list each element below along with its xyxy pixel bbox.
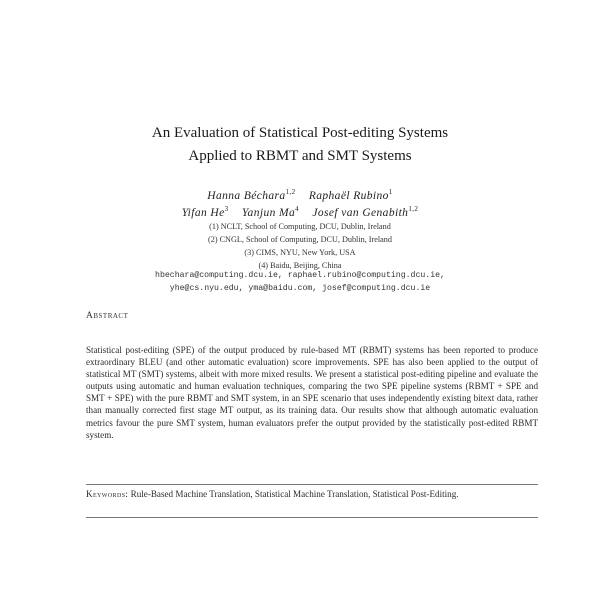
paper-title-line-2: Applied to RBMT and SMT Systems <box>188 148 412 164</box>
keywords <box>86 488 538 501</box>
email-line-1: hbechara@computing.dcu.ie, raphael.rubino@computing.dcu.ie, <box>155 271 445 280</box>
author-line-1 <box>60 188 540 202</box>
author: Yanjun Ma$^4$ <box>241 205 300 219</box>
affiliation: (1) NCLT, School of Computing, DCU, Dublin, Ireland <box>209 222 391 231</box>
affiliation: (4) Baidu, Beijing, China <box>258 261 342 270</box>
author: Yifan He$^3$ <box>181 205 229 219</box>
paper-title-line-1: An Evaluation of Statistical Post-editing Systems <box>151 125 449 141</box>
affiliation: (2) CNGL, School of Computing, DCU, Dublin, Ireland <box>208 235 392 244</box>
keywords-text: Rule-Based Machine Translation, Statistical Machine Translation, Statistical Post-Editing. <box>130 489 459 499</box>
author: Hanna Béchara$^{1,2}$ <box>207 188 296 202</box>
keywords-label: Keywords: <box>86 489 129 499</box>
author: Josef van Genabith$^{1,2}$ <box>312 205 419 219</box>
abstract-body: Statistical post-editing (SPE) of the output produced by rule-based MT (RBMT) systems has been reported to produce extraordinary BLEU (and other automatic evaluation) score improvements. SPE has also been applied to the output of statistical MT (SMT) systems, albeit with more mixed results. We present a statistical post-editing pipeline and evaluate the outputs using automatic and human evaluation techniques, comparing the two SPE pipeline systems (RBMT + SPE and SMT + SPE) with the pure RBMT and SMT system, in an SPE scenario that uses independently existing bitext data, rather than manually corrected first stage MT output, as its training data. Our results show that although automatic evaluation metrics favour the pure SMT system, human evaluators prefer the output provided by the statistically post-edited RBMT system. <box>86 345 538 440</box>
abstract-heading: Abstract <box>86 311 129 321</box>
author: Raphaël Rubino$^1$ <box>308 188 393 202</box>
affiliation: (3) CIMS, NYU, New York, USA <box>244 248 356 257</box>
keywords-top-rule <box>86 484 538 485</box>
keywords-bottom-rule <box>86 517 538 518</box>
email-line-2: yhe@cs.nyu.edu, yma@baidu.com, josef@computing.dcu.ie <box>169 284 431 293</box>
author-line-2 <box>60 205 540 219</box>
